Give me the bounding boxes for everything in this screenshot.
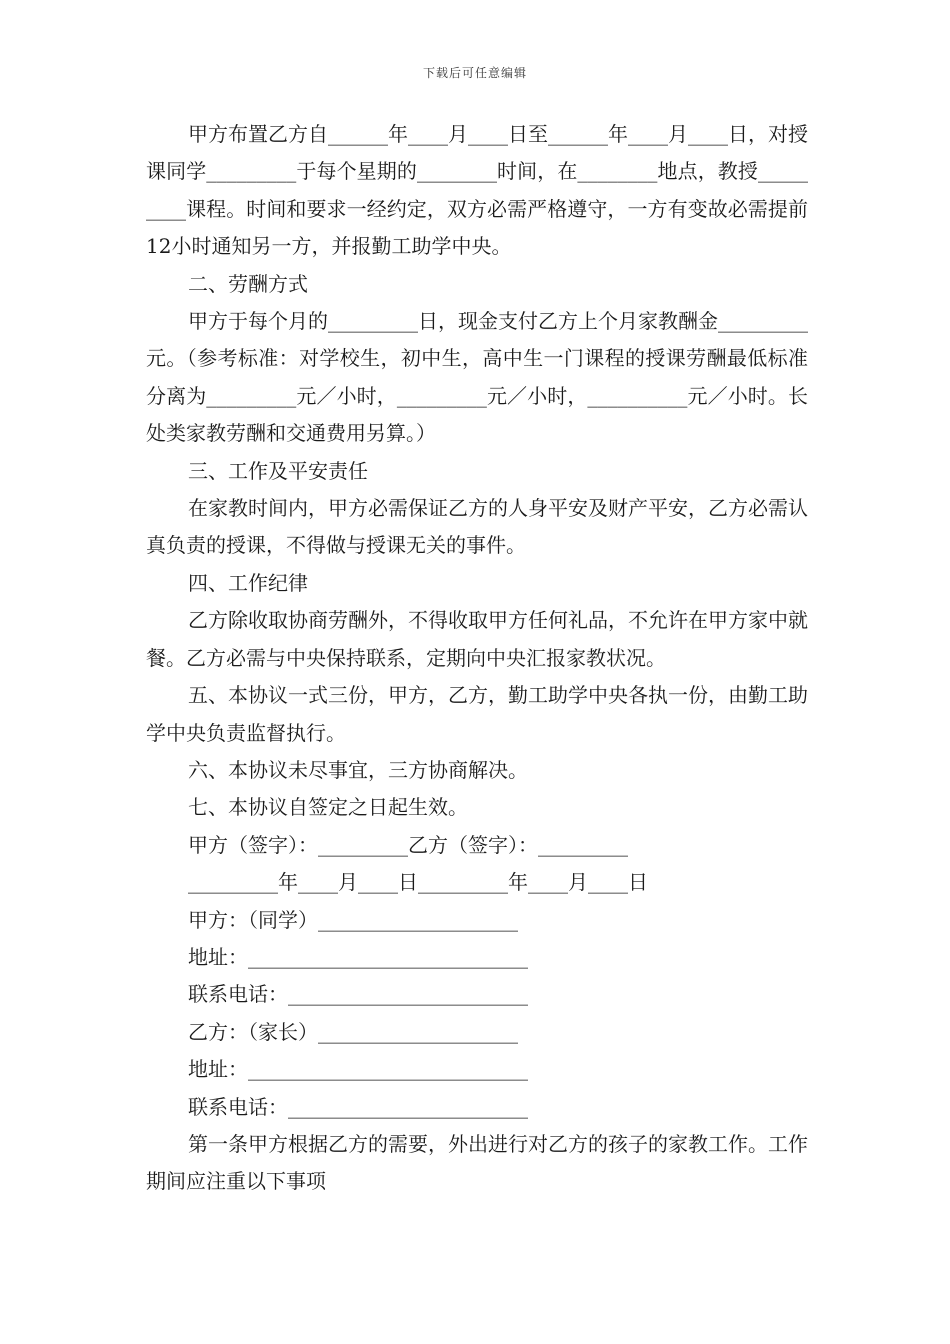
party-b-phone-line: 联系电话：________________________: [188, 1094, 528, 1119]
party-a-phone-line: 联系电话：________________________: [188, 982, 528, 1007]
section-heading-safety: 三、工作及平安责任: [188, 458, 368, 483]
page-header-note: 下载后可任意编辑: [422, 66, 527, 80]
section-heading-discipline: 四、工作纪律: [188, 570, 308, 595]
paragraph-schedule: 甲方布置乙方自______年____月____日至______年____月____日，对授课同学_________于每个星期的________时间，在________地点，教授_________课程。时间和要求一经约定，双方必需严格遵守，一方有变故必需提前12小时通知另一方，并报勤工助学中央。: [146, 122, 808, 259]
paragraph-remuneration: 甲方于每个月的_________日，现金支付乙方上个月家教酬金_________元。（参考标准：对学校生，初中生，高中生一门课程的授课劳酬最低标准分离为_________元／小时，_________元／小时，__________元／小时。长处类家教劳酬和交通费用另算。）: [146, 309, 808, 446]
paragraph-unresolved: 六、本协议未尽事宜，三方协商解决。: [188, 757, 528, 782]
signature-line: 甲方（签字）：_________乙方（签字）：_________: [188, 832, 628, 857]
document-body: [146, 116, 808, 1201]
paragraph-discipline: 乙方除收取协商劳酬外，不得收取甲方任何礼品，不允许在甲方家中就餐。乙方必需与中央保持联系，定期向中央汇报家教状况。: [146, 608, 808, 670]
party-b-address-line: 地址：____________________________: [188, 1057, 528, 1082]
party-b-line: 乙方：（家长）____________________: [188, 1019, 518, 1044]
party-a-line: 甲方：（同学）____________________: [188, 907, 518, 932]
date-line: _________年____月____日_________年____月____日: [188, 870, 648, 895]
paragraph-article-one: 第一条甲方根据乙方的需要，外出进行对乙方的孩子的家教工作。工作期间应注重以下事项: [146, 1131, 808, 1194]
section-heading-remuneration: 二、劳酬方式: [188, 271, 308, 296]
paragraph-copies: 五、本协议一式三份，甲方，乙方，勤工助学中央各执一份，由勤工助学中央负责监督执行。: [146, 683, 808, 745]
paragraph-effective: 七、本协议自签定之日起生效。: [188, 795, 468, 820]
party-a-address-line: 地址：____________________________: [188, 944, 528, 969]
paragraph-safety: 在家教时间内，甲方必需保证乙方的人身平安及财产平安，乙方必需认真负责的授课，不得做与授课无关的事件。: [146, 496, 808, 558]
